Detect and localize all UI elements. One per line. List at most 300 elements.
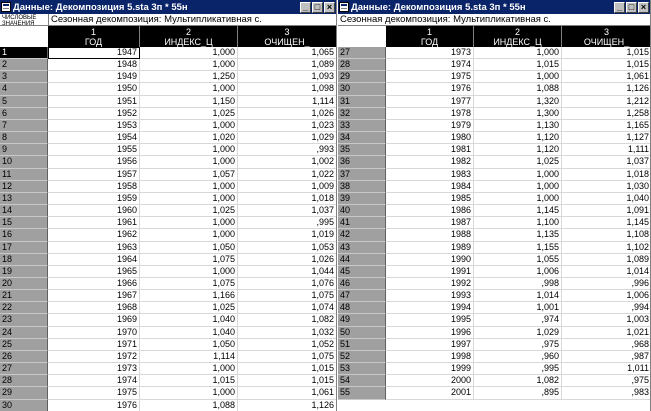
table-row[interactable] [338, 266, 650, 278]
close-button[interactable]: × [638, 2, 649, 13]
table-row[interactable] [0, 302, 336, 314]
table-cell[interactable]: ,987 [562, 351, 651, 363]
row-number[interactable]: 28 [338, 59, 386, 71]
table-row[interactable] [0, 387, 336, 399]
table-cell[interactable]: 1,040 [140, 327, 238, 339]
table-row[interactable] [338, 229, 650, 241]
table-cell[interactable]: 1,025 [474, 156, 562, 168]
table-cell[interactable]: 1954 [48, 132, 140, 144]
maximize-button[interactable]: □ [626, 2, 637, 13]
table-cell[interactable]: 1,000 [474, 193, 562, 205]
row-number[interactable]: 29 [338, 71, 386, 83]
row-number[interactable]: 20 [0, 278, 48, 290]
table-row[interactable] [338, 120, 650, 132]
table-cell[interactable]: 1,011 [562, 363, 651, 375]
table-row[interactable] [338, 339, 650, 351]
table-row[interactable] [0, 229, 336, 241]
table-cell[interactable]: ,975 [474, 339, 562, 351]
row-number[interactable]: 53 [338, 363, 386, 375]
table-cell[interactable]: 1,040 [562, 193, 651, 205]
data-grid-left[interactable] [0, 47, 336, 411]
table-cell[interactable]: 1,000 [140, 144, 238, 156]
row-number[interactable]: 39 [338, 193, 386, 205]
table-row[interactable] [0, 400, 336, 411]
table-row[interactable] [338, 351, 650, 363]
table-row[interactable] [338, 108, 650, 120]
table-cell[interactable]: 1955 [48, 144, 140, 156]
table-row[interactable] [338, 314, 650, 326]
table-row[interactable] [338, 205, 650, 217]
row-number[interactable]: 18 [0, 254, 48, 266]
table-cell[interactable]: 1,098 [238, 83, 337, 95]
data-window-right[interactable] [337, 0, 651, 411]
table-cell[interactable]: 1,114 [238, 96, 337, 108]
table-row[interactable] [338, 387, 650, 399]
table-cell[interactable]: ,895 [474, 387, 562, 399]
table-cell[interactable]: 1,015 [140, 375, 238, 387]
table-row[interactable] [338, 278, 650, 290]
table-row[interactable] [0, 363, 336, 375]
row-number[interactable]: 55 [338, 387, 386, 399]
row-number[interactable]: 30 [0, 400, 48, 411]
spreadsheet-icon[interactable] [339, 2, 349, 12]
table-cell[interactable]: 1,000 [140, 83, 238, 95]
table-row[interactable] [0, 132, 336, 144]
table-cell[interactable]: 1,075 [140, 254, 238, 266]
table-cell[interactable]: 1,075 [238, 290, 337, 302]
table-cell[interactable]: 1,002 [238, 156, 337, 168]
table-cell[interactable]: 1,093 [238, 71, 337, 83]
row-number[interactable]: 36 [338, 156, 386, 168]
table-cell[interactable]: 1,000 [474, 47, 562, 59]
row-number[interactable]: 26 [0, 351, 48, 363]
table-cell[interactable]: ,994 [562, 302, 651, 314]
row-number[interactable]: 44 [338, 254, 386, 266]
table-cell[interactable]: 1974 [386, 59, 474, 71]
row-number[interactable]: 15 [0, 217, 48, 229]
row-number[interactable]: 40 [338, 205, 386, 217]
column-header-god[interactable] [48, 26, 140, 47]
row-number[interactable]: 17 [0, 242, 48, 254]
table-cell[interactable]: 1987 [386, 217, 474, 229]
row-number[interactable]: 1 [0, 47, 48, 59]
table-cell[interactable]: 1,053 [238, 242, 337, 254]
table-cell[interactable]: 1,029 [238, 132, 337, 144]
row-number[interactable]: 37 [338, 169, 386, 181]
table-row[interactable] [338, 156, 650, 168]
table-row[interactable] [338, 193, 650, 205]
table-cell[interactable]: 1,018 [238, 193, 337, 205]
table-cell[interactable]: 1,029 [474, 327, 562, 339]
titlebar-right[interactable] [338, 0, 650, 14]
table-cell[interactable]: ,974 [474, 314, 562, 326]
table-row[interactable] [0, 327, 336, 339]
row-number[interactable]: 34 [338, 132, 386, 144]
row-number[interactable]: 23 [0, 314, 48, 326]
table-cell[interactable]: 1,127 [562, 132, 651, 144]
row-number[interactable]: 7 [0, 120, 48, 132]
info-text[interactable]: Сезонная декомпозиция: Мультипликативная с. [340, 14, 551, 25]
table-cell[interactable]: 1977 [386, 96, 474, 108]
row-number[interactable]: 22 [0, 302, 48, 314]
column-header-ochishchen[interactable] [562, 26, 651, 47]
table-cell[interactable]: 1,037 [562, 156, 651, 168]
table-cell[interactable]: 1,014 [562, 266, 651, 278]
table-row[interactable] [0, 108, 336, 120]
table-row[interactable] [338, 242, 650, 254]
table-cell[interactable]: 1970 [48, 327, 140, 339]
minimize-button[interactable]: _ [300, 2, 311, 13]
table-cell[interactable]: 1,061 [238, 387, 337, 399]
row-number[interactable]: 21 [0, 290, 48, 302]
table-cell[interactable]: 1992 [386, 278, 474, 290]
row-number[interactable]: 27 [0, 363, 48, 375]
table-row[interactable] [0, 351, 336, 363]
row-number[interactable]: 47 [338, 290, 386, 302]
table-cell[interactable]: 1976 [386, 83, 474, 95]
table-cell[interactable]: 1,009 [238, 181, 337, 193]
table-row[interactable] [338, 290, 650, 302]
table-cell[interactable]: 1,166 [140, 290, 238, 302]
table-cell[interactable]: 1966 [48, 278, 140, 290]
table-cell[interactable]: 1,025 [140, 205, 238, 217]
table-cell[interactable]: 1,000 [140, 193, 238, 205]
table-cell[interactable]: 1967 [48, 290, 140, 302]
spreadsheet-icon[interactable] [1, 2, 11, 12]
table-row[interactable] [338, 375, 650, 387]
row-number[interactable]: 29 [0, 387, 48, 399]
table-cell[interactable]: 1980 [386, 132, 474, 144]
table-cell[interactable]: 1953 [48, 120, 140, 132]
table-row[interactable] [338, 47, 650, 59]
table-cell[interactable]: 1,032 [238, 327, 337, 339]
data-grid-right[interactable] [338, 47, 650, 400]
table-row[interactable] [0, 169, 336, 181]
table-cell[interactable]: ,983 [562, 387, 651, 399]
table-cell[interactable]: 1973 [48, 363, 140, 375]
table-cell[interactable]: ,960 [474, 351, 562, 363]
table-row[interactable] [338, 363, 650, 375]
table-cell[interactable]: 1,258 [562, 108, 651, 120]
row-number[interactable]: 27 [338, 47, 386, 59]
table-cell[interactable]: 1,102 [562, 242, 651, 254]
table-cell[interactable]: 1,022 [238, 169, 337, 181]
table-row[interactable] [338, 96, 650, 108]
row-number[interactable]: 6 [0, 108, 48, 120]
table-cell[interactable]: 1,100 [474, 217, 562, 229]
table-row[interactable] [0, 314, 336, 326]
row-number[interactable]: 45 [338, 266, 386, 278]
row-number[interactable]: 54 [338, 375, 386, 387]
table-cell[interactable]: 1,015 [238, 363, 337, 375]
table-cell[interactable]: 1969 [48, 314, 140, 326]
table-cell[interactable]: 1961 [48, 217, 140, 229]
table-row[interactable] [0, 181, 336, 193]
table-cell[interactable]: 2001 [386, 387, 474, 399]
table-cell[interactable]: 1,000 [140, 47, 238, 59]
table-cell[interactable]: ,975 [562, 375, 651, 387]
table-cell[interactable]: 1,030 [562, 181, 651, 193]
row-number[interactable]: 24 [0, 327, 48, 339]
table-row[interactable] [0, 193, 336, 205]
table-cell[interactable]: 1,145 [474, 205, 562, 217]
table-row[interactable] [338, 217, 650, 229]
table-cell[interactable]: 1,082 [238, 314, 337, 326]
table-cell[interactable]: 1,023 [238, 120, 337, 132]
column-header-indeks[interactable] [474, 26, 562, 47]
row-number[interactable]: 3 [0, 71, 48, 83]
row-number[interactable]: 25 [0, 339, 48, 351]
table-cell[interactable]: 1,135 [474, 229, 562, 241]
table-cell[interactable]: 1979 [386, 120, 474, 132]
table-cell[interactable]: 1975 [48, 387, 140, 399]
row-number[interactable]: 50 [338, 327, 386, 339]
table-cell[interactable]: 1,114 [140, 351, 238, 363]
table-cell[interactable]: 1,120 [474, 144, 562, 156]
table-cell[interactable]: 1,000 [474, 71, 562, 83]
table-cell[interactable]: 1947 [48, 47, 140, 59]
table-cell[interactable]: 1997 [386, 339, 474, 351]
table-cell[interactable]: 1972 [48, 351, 140, 363]
table-row[interactable] [0, 290, 336, 302]
row-number[interactable]: 11 [0, 169, 48, 181]
row-number[interactable]: 16 [0, 229, 48, 241]
table-row[interactable] [0, 59, 336, 71]
table-cell[interactable]: 1958 [48, 181, 140, 193]
table-cell[interactable]: 1,089 [562, 254, 651, 266]
table-row[interactable] [338, 71, 650, 83]
table-cell[interactable]: 2000 [386, 375, 474, 387]
table-cell[interactable]: 1998 [386, 351, 474, 363]
row-number[interactable]: 33 [338, 120, 386, 132]
table-cell[interactable]: 1,050 [140, 339, 238, 351]
table-cell[interactable]: 1990 [386, 254, 474, 266]
table-row[interactable] [338, 132, 650, 144]
table-cell[interactable]: 1963 [48, 242, 140, 254]
row-number[interactable]: 46 [338, 278, 386, 290]
table-cell[interactable]: 1985 [386, 193, 474, 205]
table-row[interactable] [0, 83, 336, 95]
table-cell[interactable]: 1,050 [140, 242, 238, 254]
table-cell[interactable]: 1950 [48, 83, 140, 95]
table-cell[interactable]: 1995 [386, 314, 474, 326]
table-cell[interactable]: 1,015 [474, 59, 562, 71]
table-cell[interactable]: 1,015 [238, 375, 337, 387]
table-cell[interactable]: 1976 [48, 400, 140, 411]
close-button[interactable]: × [324, 2, 335, 13]
row-number[interactable]: 9 [0, 144, 48, 156]
table-cell[interactable]: ,995 [238, 217, 337, 229]
table-cell[interactable]: 1957 [48, 169, 140, 181]
table-row[interactable] [338, 181, 650, 193]
table-cell[interactable]: 1991 [386, 266, 474, 278]
row-number[interactable]: 35 [338, 144, 386, 156]
table-cell[interactable]: 1975 [386, 71, 474, 83]
table-cell[interactable]: 1,089 [238, 59, 337, 71]
table-cell[interactable]: ,995 [474, 363, 562, 375]
table-cell[interactable]: 1,000 [140, 266, 238, 278]
table-cell[interactable]: 1,074 [238, 302, 337, 314]
minimize-button[interactable]: _ [614, 2, 625, 13]
table-cell[interactable]: 1965 [48, 266, 140, 278]
table-cell[interactable]: 1,091 [562, 205, 651, 217]
table-cell[interactable]: 1,150 [140, 96, 238, 108]
table-cell[interactable]: 1994 [386, 302, 474, 314]
row-number[interactable]: 48 [338, 302, 386, 314]
table-cell[interactable]: 1,111 [562, 144, 651, 156]
table-cell[interactable]: 1,000 [140, 229, 238, 241]
table-cell[interactable]: 1,212 [562, 96, 651, 108]
column-header-god[interactable] [386, 26, 474, 47]
table-cell[interactable]: 1,057 [140, 169, 238, 181]
row-number[interactable]: 28 [0, 375, 48, 387]
table-cell[interactable]: 1,155 [474, 242, 562, 254]
table-cell[interactable]: 1,037 [238, 205, 337, 217]
table-row[interactable] [0, 278, 336, 290]
table-cell[interactable]: 1952 [48, 108, 140, 120]
row-number[interactable]: 8 [0, 132, 48, 144]
row-number[interactable]: 19 [0, 266, 48, 278]
row-number[interactable]: 13 [0, 193, 48, 205]
table-row[interactable] [338, 302, 650, 314]
table-cell[interactable]: 1,001 [474, 302, 562, 314]
table-cell[interactable]: 1,000 [140, 120, 238, 132]
header-corner[interactable] [0, 26, 48, 47]
table-cell[interactable]: 1,300 [474, 108, 562, 120]
table-cell[interactable]: 1,082 [474, 375, 562, 387]
table-cell[interactable]: 1,000 [140, 217, 238, 229]
table-row[interactable] [0, 47, 336, 59]
column-header-ochishchen[interactable] [238, 26, 337, 47]
row-number[interactable]: 30 [338, 83, 386, 95]
row-number[interactable]: 38 [338, 181, 386, 193]
table-cell[interactable]: 1,040 [140, 314, 238, 326]
table-cell[interactable]: 1,019 [238, 229, 337, 241]
info-text[interactable]: Сезонная декомпозиция: Мультипликативная с. [48, 14, 336, 25]
table-cell[interactable]: 1,075 [238, 351, 337, 363]
table-cell[interactable]: 1,320 [474, 96, 562, 108]
table-row[interactable] [0, 375, 336, 387]
table-cell[interactable]: 1983 [386, 169, 474, 181]
table-cell[interactable]: 1981 [386, 144, 474, 156]
table-cell[interactable]: 1,000 [474, 169, 562, 181]
table-cell[interactable]: 1,025 [140, 108, 238, 120]
table-cell[interactable]: 1,014 [474, 290, 562, 302]
table-cell[interactable]: 1,065 [238, 47, 337, 59]
table-row[interactable] [338, 59, 650, 71]
table-row[interactable] [0, 120, 336, 132]
table-cell[interactable]: 1,165 [562, 120, 651, 132]
table-cell[interactable]: 1988 [386, 229, 474, 241]
table-cell[interactable]: 1,130 [474, 120, 562, 132]
table-cell[interactable]: 1989 [386, 242, 474, 254]
row-number[interactable]: 52 [338, 351, 386, 363]
table-cell[interactable]: 1978 [386, 108, 474, 120]
table-cell[interactable]: 1,026 [238, 108, 337, 120]
table-cell[interactable]: 1968 [48, 302, 140, 314]
table-cell[interactable]: 1,055 [474, 254, 562, 266]
table-cell[interactable]: 1,075 [140, 278, 238, 290]
table-cell[interactable]: 1,000 [140, 387, 238, 399]
table-cell[interactable]: 1956 [48, 156, 140, 168]
table-row[interactable] [0, 71, 336, 83]
table-cell[interactable]: 1948 [48, 59, 140, 71]
table-cell[interactable]: 1,000 [140, 181, 238, 193]
table-row[interactable] [338, 144, 650, 156]
row-number[interactable]: 10 [0, 156, 48, 168]
table-cell[interactable]: 1,000 [474, 181, 562, 193]
table-cell[interactable]: 1,000 [140, 363, 238, 375]
table-cell[interactable]: 1,021 [562, 327, 651, 339]
table-cell[interactable]: 1,003 [562, 314, 651, 326]
row-number[interactable]: 5 [0, 96, 48, 108]
table-cell[interactable]: 1,145 [562, 217, 651, 229]
table-cell[interactable]: 1,061 [562, 71, 651, 83]
table-cell[interactable]: 1964 [48, 254, 140, 266]
row-number[interactable]: 32 [338, 108, 386, 120]
table-row[interactable] [0, 156, 336, 168]
table-row[interactable] [338, 327, 650, 339]
row-number[interactable]: 14 [0, 205, 48, 217]
table-cell[interactable]: 1999 [386, 363, 474, 375]
table-cell[interactable]: 1951 [48, 96, 140, 108]
table-cell[interactable]: 1,120 [474, 132, 562, 144]
table-cell[interactable]: 1,015 [562, 59, 651, 71]
table-cell[interactable]: 1986 [386, 205, 474, 217]
table-cell[interactable]: 1,006 [474, 266, 562, 278]
table-cell[interactable]: 1,015 [562, 47, 651, 59]
table-row[interactable] [0, 339, 336, 351]
table-row[interactable] [0, 144, 336, 156]
maximize-button[interactable]: □ [312, 2, 323, 13]
table-cell[interactable]: 1949 [48, 71, 140, 83]
table-cell[interactable]: 1996 [386, 327, 474, 339]
table-cell[interactable]: 1,000 [140, 59, 238, 71]
table-cell[interactable]: 1962 [48, 229, 140, 241]
table-cell[interactable]: 1,108 [562, 229, 651, 241]
table-cell[interactable]: 1,076 [238, 278, 337, 290]
table-row[interactable] [338, 254, 650, 266]
table-cell[interactable]: 1,000 [140, 156, 238, 168]
table-row[interactable] [338, 83, 650, 95]
table-cell[interactable]: 1,018 [562, 169, 651, 181]
table-cell[interactable]: 1973 [386, 47, 474, 59]
table-cell[interactable]: ,993 [238, 144, 337, 156]
table-row[interactable] [0, 266, 336, 278]
table-cell[interactable]: 1971 [48, 339, 140, 351]
table-cell[interactable]: ,968 [562, 339, 651, 351]
table-cell[interactable]: 1974 [48, 375, 140, 387]
table-row[interactable] [0, 242, 336, 254]
table-cell[interactable]: 1,088 [140, 400, 238, 411]
column-header-indeks[interactable] [140, 26, 238, 47]
table-cell[interactable]: 1960 [48, 205, 140, 217]
table-cell[interactable]: 1,126 [238, 400, 337, 411]
table-cell[interactable]: 1,088 [474, 83, 562, 95]
table-row[interactable] [0, 254, 336, 266]
table-cell[interactable]: 1959 [48, 193, 140, 205]
titlebar-left[interactable] [0, 0, 336, 14]
row-number[interactable]: 41 [338, 217, 386, 229]
table-cell[interactable]: 1,026 [238, 254, 337, 266]
table-cell[interactable]: 1,006 [562, 290, 651, 302]
table-cell[interactable]: 1,025 [140, 302, 238, 314]
row-number[interactable]: 42 [338, 229, 386, 241]
row-number[interactable]: 49 [338, 314, 386, 326]
table-cell[interactable]: 1,044 [238, 266, 337, 278]
table-cell[interactable]: 1,126 [562, 83, 651, 95]
table-cell[interactable]: 1,052 [238, 339, 337, 351]
